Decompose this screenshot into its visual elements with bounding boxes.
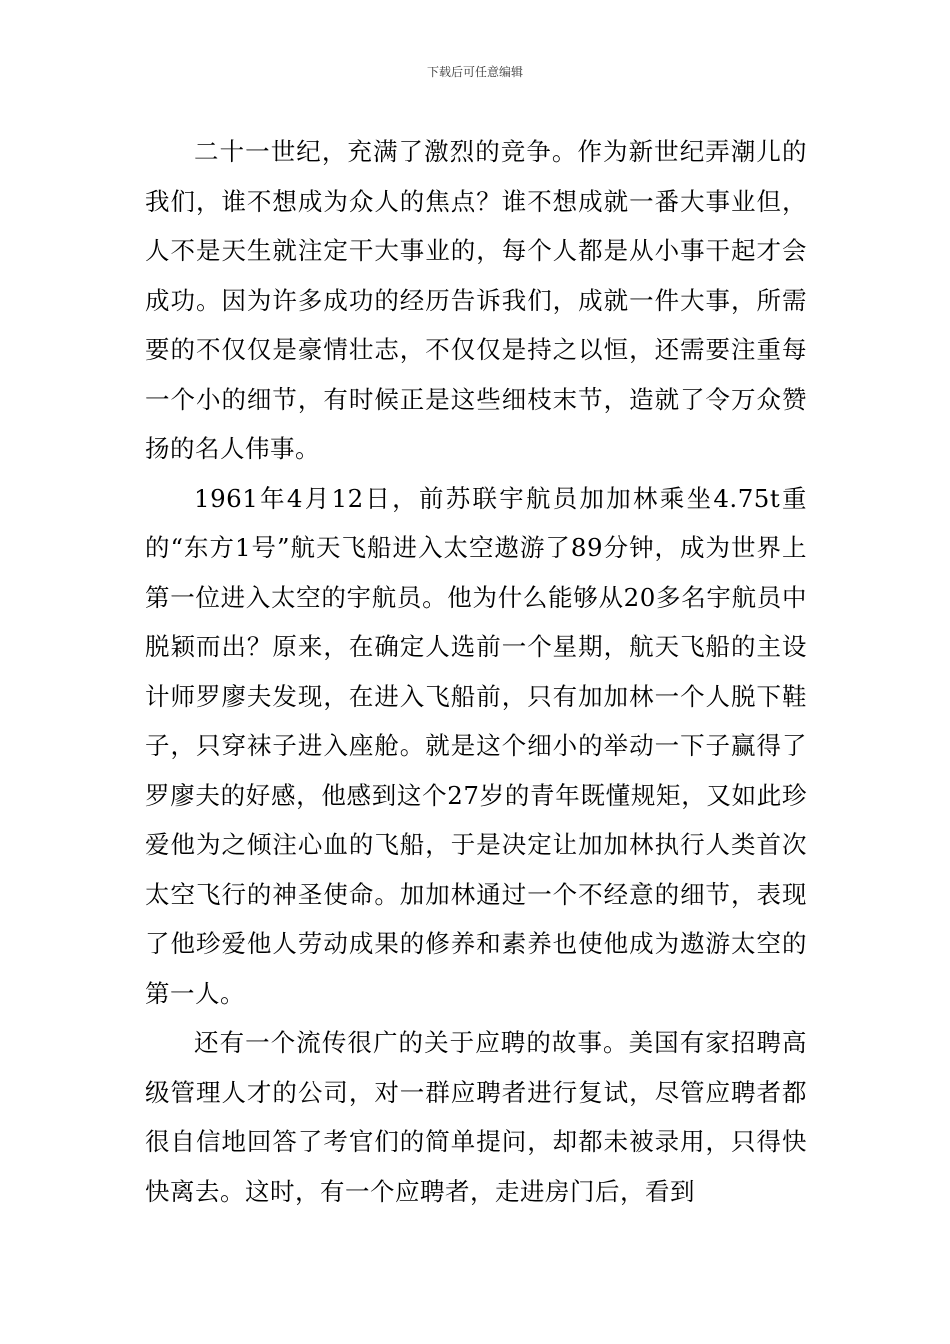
page-header-note: 下载后可任意编辑 — [426, 65, 523, 79]
document-body — [145, 127, 807, 1216]
paragraph-1: 二十一世纪，充满了激烈的竞争。作为新世纪弄潮儿的我们，谁不想成为众人的焦点？谁不想成就一番大事业但，人不是天生就注定干大事业的，每个人都是从小事干起才会成功。因为许多成功的经历告诉我们，成就一件大事，所需要的不仅仅是豪情壮志，不仅仅是持之以恒，还需要注重每一个小的细节，有时候正是这些细枝末节，造就了令万众赞扬的名人伟事。 — [145, 137, 807, 463]
paragraph-3: 还有一个流传很广的关于应聘的故事。美国有家招聘高级管理人才的公司，对一群应聘者进行复试，尽管应聘者都很自信地回答了考官们的简单提问，却都未被录用，只得快快离去。这时，有一个应聘者，走进房门后，看到 — [145, 1028, 807, 1206]
paragraph-2: 1961年4月12日，前苏联宇航员加加林乘坐4.75t重的“东方1号”航天飞船进入太空遨游了89分钟，成为世界上第一位进入太空的宇航员。他为什么能够从20多名宇航员中脱颖而出？原来，在确定人选前一个星期，航天飞船的主设计师罗廖夫发现，在进入飞船前，只有加加林一个人脱下鞋子，只穿袜子进入座舱。就是这个细小的举动一下子赢得了罗廖夫的好感，他感到这个27岁的青年既懂规矩，又如此珍爱他为之倾注心血的飞船，于是决定让加加林执行人类首次太空飞行的神圣使命。加加林通过一个不经意的细节，表现了他珍爱他人劳动成果的修养和素养也使他成为遨游太空的第一人。 — [145, 483, 807, 1008]
